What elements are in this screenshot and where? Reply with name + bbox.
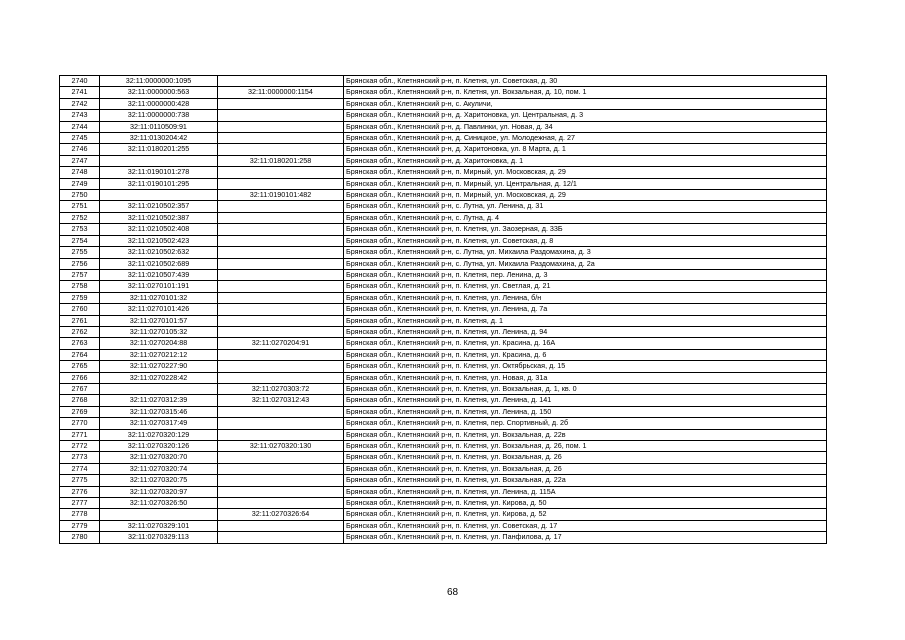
- cadastral-number-cell: 32:11:0110509:91: [100, 121, 218, 132]
- registry-table: [59, 75, 827, 544]
- table-row: [60, 144, 827, 155]
- address-cell: Брянская обл., Клетнянский р-н, с. Лутна, ул. Михаила Раздомахина, д. 3: [344, 247, 827, 258]
- cadastral-number-cell: 32:11:0210502:632: [100, 247, 218, 258]
- address-cell: Брянская обл., Клетнянский р-н, п. Клетня, ул. Вокзальная, д. 26, пом. 1: [344, 441, 827, 452]
- cadastral-number-cell: 32:11:0270320:74: [100, 463, 218, 474]
- table-row: [60, 98, 827, 109]
- registry-table-body: [60, 76, 827, 544]
- cadastral-number-cell: 32:11:0210502:408: [100, 224, 218, 235]
- table-row: [60, 418, 827, 429]
- table-row: [60, 406, 827, 417]
- row-number-cell: 2740: [60, 76, 100, 87]
- row-number-cell: 2750: [60, 190, 100, 201]
- linked-cadastral-number-cell: [218, 212, 344, 223]
- linked-cadastral-number-cell: [218, 361, 344, 372]
- linked-cadastral-number-cell: [218, 76, 344, 87]
- row-number-cell: 2761: [60, 315, 100, 326]
- table-row: [60, 155, 827, 166]
- address-cell: Брянская обл., Клетнянский р-н, п. Клетня, ул. Вокзальная, д. 22а: [344, 475, 827, 486]
- cadastral-number-cell: 32:11:0180201:255: [100, 144, 218, 155]
- row-number-cell: 2760: [60, 304, 100, 315]
- address-cell: Брянская обл., Клетнянский р-н, п. Клетня, ул. Ленина, б/н: [344, 292, 827, 303]
- table-row: [60, 349, 827, 360]
- address-cell: Брянская обл., Клетнянский р-н, д. Харитоновка, ул. Центральная, д. 3: [344, 110, 827, 121]
- address-cell: Брянская обл., Клетнянский р-н, п. Клетня, ул. Советская, д. 8: [344, 235, 827, 246]
- cadastral-number-cell: 32:11:0270317:49: [100, 418, 218, 429]
- linked-cadastral-number-cell: [218, 201, 344, 212]
- linked-cadastral-number-cell: [218, 406, 344, 417]
- row-number-cell: 2754: [60, 235, 100, 246]
- cadastral-number-cell: 32:11:0270227:90: [100, 361, 218, 372]
- address-cell: Брянская обл., Клетнянский р-н, п. Клетня, д. 1: [344, 315, 827, 326]
- row-number-cell: 2758: [60, 281, 100, 292]
- table-row: [60, 383, 827, 394]
- table-row: [60, 395, 827, 406]
- address-cell: Брянская обл., Клетнянский р-н, д. Харитоновка, ул. 8 Марта, д. 1: [344, 144, 827, 155]
- linked-cadastral-number-cell: [218, 452, 344, 463]
- linked-cadastral-number-cell: 32:11:0190101:482: [218, 190, 344, 201]
- cadastral-number-cell: 32:11:0270105:32: [100, 326, 218, 337]
- address-cell: Брянская обл., Клетнянский р-н, п. Клетня, ул. Красина, д. 6: [344, 349, 827, 360]
- cadastral-number-cell: 32:11:0000000:1095: [100, 76, 218, 87]
- address-cell: Брянская обл., Клетнянский р-н, п. Клетня, ул. Ленина, д. 115А: [344, 486, 827, 497]
- cadastral-number-cell: 32:11:0270320:129: [100, 429, 218, 440]
- linked-cadastral-number-cell: 32:11:0270204:91: [218, 338, 344, 349]
- address-cell: Брянская обл., Клетнянский р-н, п. Клетня, ул. Вокзальная, д. 26: [344, 463, 827, 474]
- linked-cadastral-number-cell: [218, 247, 344, 258]
- address-cell: Брянская обл., Клетнянский р-н, п. Клетня, ул. Вокзальная, д. 1, кв. 0: [344, 383, 827, 394]
- linked-cadastral-number-cell: 32:11:0270303:72: [218, 383, 344, 394]
- table-row: [60, 178, 827, 189]
- table-row: [60, 235, 827, 246]
- row-number-cell: 2747: [60, 155, 100, 166]
- linked-cadastral-number-cell: [218, 304, 344, 315]
- cadastral-number-cell: 32:11:0210502:357: [100, 201, 218, 212]
- cadastral-number-cell: 32:11:0270101:32: [100, 292, 218, 303]
- table-row: [60, 338, 827, 349]
- row-number-cell: 2772: [60, 441, 100, 452]
- cadastral-number-cell: 32:11:0270326:50: [100, 498, 218, 509]
- cadastral-number-cell: 32:11:0000000:563: [100, 87, 218, 98]
- linked-cadastral-number-cell: [218, 281, 344, 292]
- linked-cadastral-number-cell: 32:11:0270320:130: [218, 441, 344, 452]
- cadastral-number-cell: 32:11:0270228:42: [100, 372, 218, 383]
- table-row: [60, 498, 827, 509]
- linked-cadastral-number-cell: [218, 144, 344, 155]
- cadastral-number-cell: 32:11:0210502:387: [100, 212, 218, 223]
- row-number-cell: 2762: [60, 326, 100, 337]
- row-number-cell: 2743: [60, 110, 100, 121]
- linked-cadastral-number-cell: [218, 349, 344, 360]
- address-cell: Брянская обл., Клетнянский р-н, п. Клетня, ул. Ленина, д. 94: [344, 326, 827, 337]
- row-number-cell: 2749: [60, 178, 100, 189]
- linked-cadastral-number-cell: [218, 121, 344, 132]
- address-cell: Брянская обл., Клетнянский р-н, п. Мирный, ул. Центральная, д. 12/1: [344, 178, 827, 189]
- linked-cadastral-number-cell: [218, 110, 344, 121]
- row-number-cell: 2773: [60, 452, 100, 463]
- address-cell: Брянская обл., Клетнянский р-н, п. Клетня, ул. Советская, д. 17: [344, 520, 827, 531]
- table-row: [60, 201, 827, 212]
- address-cell: Брянская обл., Клетнянский р-н, п. Клетня, ул. Октябрьская, д. 15: [344, 361, 827, 372]
- cadastral-number-cell: 32:11:0270329:113: [100, 532, 218, 543]
- row-number-cell: 2775: [60, 475, 100, 486]
- cadastral-number-cell: 32:11:0270320:126: [100, 441, 218, 452]
- address-cell: Брянская обл., Клетнянский р-н, д. Харитоновка, д. 1: [344, 155, 827, 166]
- table-row: [60, 475, 827, 486]
- table-row: [60, 315, 827, 326]
- row-number-cell: 2752: [60, 212, 100, 223]
- linked-cadastral-number-cell: [218, 429, 344, 440]
- row-number-cell: 2745: [60, 133, 100, 144]
- cadastral-number-cell: 32:11:0000000:738: [100, 110, 218, 121]
- address-cell: Брянская обл., Клетнянский р-н, п. Клетня, ул. Ленина, д. 150: [344, 406, 827, 417]
- cadastral-number-cell: 32:11:0190101:295: [100, 178, 218, 189]
- address-cell: Брянская обл., Клетнянский р-н, п. Клетня, ул. Красина, д. 16А: [344, 338, 827, 349]
- cadastral-number-cell: 32:11:0270320:70: [100, 452, 218, 463]
- linked-cadastral-number-cell: 32:11:0270312:43: [218, 395, 344, 406]
- table-row: [60, 121, 827, 132]
- linked-cadastral-number-cell: [218, 486, 344, 497]
- row-number-cell: 2777: [60, 498, 100, 509]
- cadastral-number-cell: 32:11:0270312:39: [100, 395, 218, 406]
- table-row: [60, 110, 827, 121]
- address-cell: Брянская обл., Клетнянский р-н, п. Клетня, ул. Новая, д. 31а: [344, 372, 827, 383]
- row-number-cell: 2744: [60, 121, 100, 132]
- address-cell: Брянская обл., Клетнянский р-н, п. Клетня, ул. Панфилова, д. 17: [344, 532, 827, 543]
- address-cell: Брянская обл., Клетнянский р-н, д. Павлинки, ул. Новая, д. 34: [344, 121, 827, 132]
- row-number-cell: 2768: [60, 395, 100, 406]
- cadastral-number-cell: 32:11:0270204:88: [100, 338, 218, 349]
- table-row: [60, 486, 827, 497]
- table-row: [60, 224, 827, 235]
- linked-cadastral-number-cell: [218, 98, 344, 109]
- table-row: [60, 304, 827, 315]
- table-row: [60, 509, 827, 520]
- address-cell: Брянская обл., Клетнянский р-н, п. Мирный, ул. Московская, д. 29: [344, 167, 827, 178]
- linked-cadastral-number-cell: 32:11:0270326:64: [218, 509, 344, 520]
- row-number-cell: 2757: [60, 269, 100, 280]
- row-number-cell: 2763: [60, 338, 100, 349]
- cadastral-number-cell: 32:11:0270320:75: [100, 475, 218, 486]
- row-number-cell: 2779: [60, 520, 100, 531]
- cadastral-number-cell: [100, 190, 218, 201]
- address-cell: Брянская обл., Клетнянский р-н, п. Клетня, ул. Светлая, д. 21: [344, 281, 827, 292]
- linked-cadastral-number-cell: [218, 532, 344, 543]
- row-number-cell: 2755: [60, 247, 100, 258]
- cadastral-number-cell: 32:11:0130204:42: [100, 133, 218, 144]
- table-row: [60, 372, 827, 383]
- table-row: [60, 441, 827, 452]
- table-row: [60, 281, 827, 292]
- row-number-cell: 2771: [60, 429, 100, 440]
- address-cell: Брянская обл., Клетнянский р-н, п. Клетня, ул. Кирова, д. 50: [344, 498, 827, 509]
- linked-cadastral-number-cell: [218, 463, 344, 474]
- row-number-cell: 2766: [60, 372, 100, 383]
- page-number: 68: [446, 587, 459, 598]
- address-cell: Брянская обл., Клетнянский р-н, п. Клетня, ул. Кирова, д. 52: [344, 509, 827, 520]
- address-cell: Брянская обл., Клетнянский р-н, п. Клетня, ул. Заозерная, д. 33Б: [344, 224, 827, 235]
- address-cell: Брянская обл., Клетнянский р-н, с. Лутна, д. 4: [344, 212, 827, 223]
- linked-cadastral-number-cell: [218, 475, 344, 486]
- table-row: [60, 212, 827, 223]
- linked-cadastral-number-cell: [218, 258, 344, 269]
- linked-cadastral-number-cell: [218, 418, 344, 429]
- table-row: [60, 167, 827, 178]
- cadastral-number-cell: 32:11:0270101:57: [100, 315, 218, 326]
- row-number-cell: 2748: [60, 167, 100, 178]
- table-row: [60, 361, 827, 372]
- linked-cadastral-number-cell: [218, 224, 344, 235]
- linked-cadastral-number-cell: [218, 292, 344, 303]
- cadastral-number-cell: 32:11:0210507:439: [100, 269, 218, 280]
- row-number-cell: 2751: [60, 201, 100, 212]
- linked-cadastral-number-cell: [218, 235, 344, 246]
- linked-cadastral-number-cell: [218, 178, 344, 189]
- cadastral-number-cell: 32:11:0210502:423: [100, 235, 218, 246]
- table-row: [60, 429, 827, 440]
- linked-cadastral-number-cell: [218, 315, 344, 326]
- table-row: [60, 269, 827, 280]
- cadastral-number-cell: 32:11:0270315:46: [100, 406, 218, 417]
- address-cell: Брянская обл., Клетнянский р-н, п. Клетня, ул. Вокзальная, д. 26: [344, 452, 827, 463]
- row-number-cell: 2769: [60, 406, 100, 417]
- row-number-cell: 2741: [60, 87, 100, 98]
- linked-cadastral-number-cell: 32:11:0180201:258: [218, 155, 344, 166]
- address-cell: Брянская обл., Клетнянский р-н, п. Клетня, пер. Ленина, д. 3: [344, 269, 827, 280]
- row-number-cell: 2746: [60, 144, 100, 155]
- cadastral-number-cell: [100, 383, 218, 394]
- row-number-cell: 2764: [60, 349, 100, 360]
- table-row: [60, 76, 827, 87]
- row-number-cell: 2770: [60, 418, 100, 429]
- linked-cadastral-number-cell: [218, 167, 344, 178]
- cadastral-number-cell: [100, 155, 218, 166]
- row-number-cell: 2780: [60, 532, 100, 543]
- table-row: [60, 452, 827, 463]
- address-cell: Брянская обл., Клетнянский р-н, с. Лутна, ул. Ленина, д. 31: [344, 201, 827, 212]
- address-cell: Брянская обл., Клетнянский р-н, п. Клетня, ул. Советская, д. 30: [344, 76, 827, 87]
- table-row: [60, 520, 827, 531]
- cadastral-number-cell: 32:11:0270329:101: [100, 520, 218, 531]
- table-row: [60, 292, 827, 303]
- table-row: [60, 326, 827, 337]
- row-number-cell: 2776: [60, 486, 100, 497]
- row-number-cell: 2753: [60, 224, 100, 235]
- row-number-cell: 2767: [60, 383, 100, 394]
- table-row: [60, 532, 827, 543]
- cadastral-number-cell: 32:11:0270101:426: [100, 304, 218, 315]
- table-row: [60, 463, 827, 474]
- linked-cadastral-number-cell: [218, 269, 344, 280]
- cadastral-number-cell: 32:11:0210502:689: [100, 258, 218, 269]
- table-row: [60, 190, 827, 201]
- address-cell: Брянская обл., Клетнянский р-н, д. Синицкое, ул. Молодежная, д. 27: [344, 133, 827, 144]
- cadastral-number-cell: 32:11:0270212:12: [100, 349, 218, 360]
- row-number-cell: 2774: [60, 463, 100, 474]
- cadastral-number-cell: 32:11:0270320:97: [100, 486, 218, 497]
- linked-cadastral-number-cell: [218, 372, 344, 383]
- row-number-cell: 2778: [60, 509, 100, 520]
- cadastral-number-cell: [100, 509, 218, 520]
- address-cell: Брянская обл., Клетнянский р-н, п. Мирный, ул. Московская, д. 29: [344, 190, 827, 201]
- address-cell: Брянская обл., Клетнянский р-н, с. Акуличи,: [344, 98, 827, 109]
- address-cell: Брянская обл., Клетнянский р-н, п. Клетня, пер. Спортивный, д. 2б: [344, 418, 827, 429]
- row-number-cell: 2756: [60, 258, 100, 269]
- address-cell: Брянская обл., Клетнянский р-н, п. Клетня, ул. Вокзальная, д. 22в: [344, 429, 827, 440]
- row-number-cell: 2765: [60, 361, 100, 372]
- row-number-cell: 2742: [60, 98, 100, 109]
- linked-cadastral-number-cell: [218, 133, 344, 144]
- row-number-cell: 2759: [60, 292, 100, 303]
- address-cell: Брянская обл., Клетнянский р-н, п. Клетня, ул. Ленина, д. 141: [344, 395, 827, 406]
- cadastral-number-cell: 32:11:0190101:278: [100, 167, 218, 178]
- address-cell: Брянская обл., Клетнянский р-н, п. Клетня, ул. Ленина, д. 7а: [344, 304, 827, 315]
- table-row: [60, 133, 827, 144]
- table-row: [60, 87, 827, 98]
- cadastral-number-cell: 32:11:0270101:191: [100, 281, 218, 292]
- table-row: [60, 258, 827, 269]
- linked-cadastral-number-cell: [218, 326, 344, 337]
- linked-cadastral-number-cell: 32:11:0000000:1154: [218, 87, 344, 98]
- table-row: [60, 247, 827, 258]
- address-cell: Брянская обл., Клетнянский р-н, с. Лутна, ул. Михаила Раздомахина, д. 2а: [344, 258, 827, 269]
- linked-cadastral-number-cell: [218, 520, 344, 531]
- address-cell: Брянская обл., Клетнянский р-н, п. Клетня, ул. Вокзальная, д. 10, пом. 1: [344, 87, 827, 98]
- linked-cadastral-number-cell: [218, 498, 344, 509]
- cadastral-number-cell: 32:11:0000000:428: [100, 98, 218, 109]
